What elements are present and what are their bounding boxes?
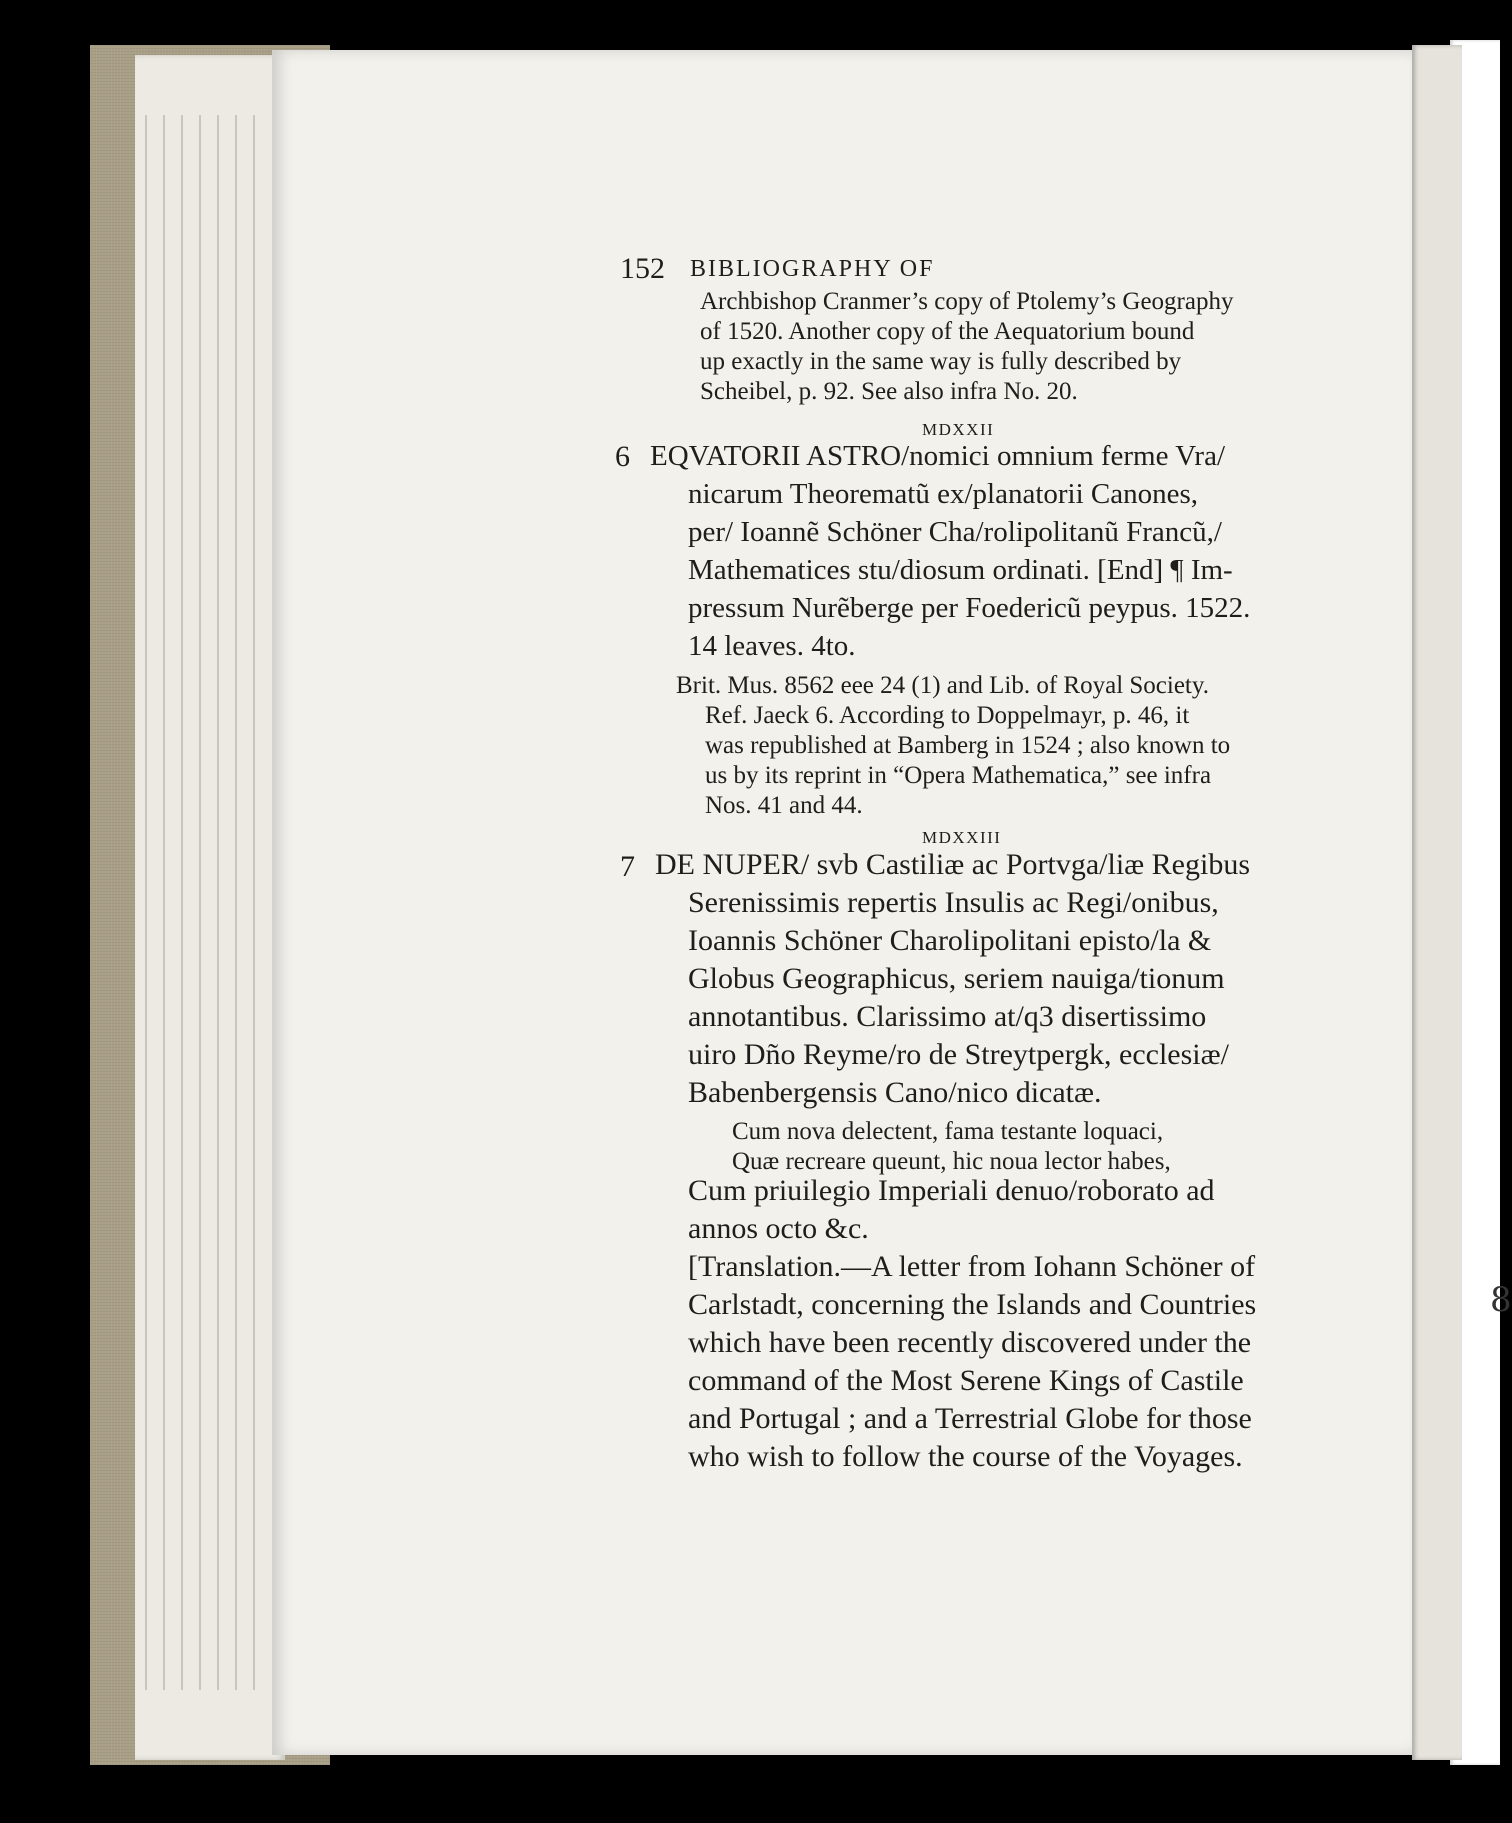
page-edge-line xyxy=(199,115,201,1690)
running-title: BIBLIOGRAPHY OF xyxy=(690,256,935,282)
verse-line: Cum nova delectent, fama testante loquaci, xyxy=(732,1118,1164,1145)
entry-note: Brit. Mus. 8562 eee 24 (1) and Lib. of Royal Society. xyxy=(676,672,1210,699)
page-edge-line xyxy=(181,115,183,1690)
entry-note: Ref. Jaeck 6. According to Doppelmayr, p. 46, it xyxy=(705,702,1190,729)
page-edge-line xyxy=(235,115,237,1690)
facing-page-glyph: 8 xyxy=(1490,1280,1512,1320)
entry-title-line: pressum Nurẽberge per Foedericũ peypus. 1522. xyxy=(688,592,1251,624)
entry-title-line: DE NUPER/ svb Castiliæ ac Portvga/liæ Regibus xyxy=(655,848,1251,881)
page-edge-line xyxy=(253,115,255,1690)
page-number: 152 xyxy=(620,252,665,285)
entry-title-line: Babenbergensis Cano/nico dicatæ. xyxy=(688,1076,1102,1109)
entry-title-line: Mathematices stu/diosum ordinati. [End] ¶ Im- xyxy=(688,554,1233,586)
entry-year: MDXXII xyxy=(922,420,995,439)
intro-line: Archbishop Cranmer’s copy of Ptolemy’s Geography xyxy=(700,288,1234,315)
verse-line: Quæ recreare queunt, hic noua lector habes, xyxy=(732,1148,1171,1175)
entry-title-line: uiro Dño Reyme/ro de Streytpergk, ecclesiæ/ xyxy=(688,1038,1229,1071)
entry-title-line: EQVATORII ASTRO/nomici omnium ferme Vra/ xyxy=(650,440,1226,472)
entry-title-line: nicarum Theorematũ ex/planatorii Canones, xyxy=(688,478,1199,510)
intro-line: up exactly in the same way is fully described by xyxy=(700,348,1182,375)
page-edge-line xyxy=(145,115,147,1690)
page-edge-line xyxy=(163,115,165,1690)
translation-line: who wish to follow the course of the Voyages. xyxy=(688,1440,1243,1473)
entry-note: us by its reprint in “Opera Mathematica,” see infra xyxy=(705,762,1212,789)
page-edge-line xyxy=(217,115,219,1690)
translation-line: [Translation.—A letter from Iohann Schöner of xyxy=(688,1250,1256,1283)
entry-title-line: Globus Geographicus, seriem nauiga/tionum xyxy=(688,962,1225,995)
translation-line: command of the Most Serene Kings of Castile xyxy=(688,1364,1244,1397)
translation-line: which have been recently discovered under the xyxy=(688,1326,1252,1359)
entry-collation: 14 leaves. 4to. xyxy=(688,630,856,662)
intro-line: of 1520. Another copy of the Aequatorium bound xyxy=(700,318,1195,345)
stacked-page-edges xyxy=(135,55,285,1760)
intro-line: Scheibel, p. 92. See also infra No. 20. xyxy=(700,378,1078,405)
entry-title-line: annotantibus. Clarissimo at/q3 disertissimo xyxy=(688,1000,1207,1033)
privilege-line: annos octo &c. xyxy=(688,1212,869,1245)
entry-year: MDXXIII xyxy=(922,828,1002,847)
entry-title-line: Serenissimis repertis Insulis ac Regi/onibus, xyxy=(688,886,1219,919)
translation-line: Carlstadt, concerning the Islands and Countries xyxy=(688,1288,1257,1321)
entry-title-line: Ioannis Schöner Charolipolitani episto/la & xyxy=(688,924,1212,957)
entry-note: was republished at Bamberg in 1524 ; also known to xyxy=(705,732,1231,759)
entry-title-line: per/ Ioannẽ Schöner Cha/rolipolitanũ Francũ,/ xyxy=(688,516,1222,548)
translation-line: and Portugal ; and a Terrestrial Globe for those xyxy=(688,1402,1252,1435)
privilege-line: Cum priuilegio Imperiali denuo/roborato ad xyxy=(688,1174,1215,1207)
entry-number: 7 xyxy=(620,850,635,883)
right-page-edge xyxy=(1412,45,1462,1760)
entry-note: Nos. 41 and 44. xyxy=(705,792,863,819)
entry-number: 6 xyxy=(615,440,630,473)
